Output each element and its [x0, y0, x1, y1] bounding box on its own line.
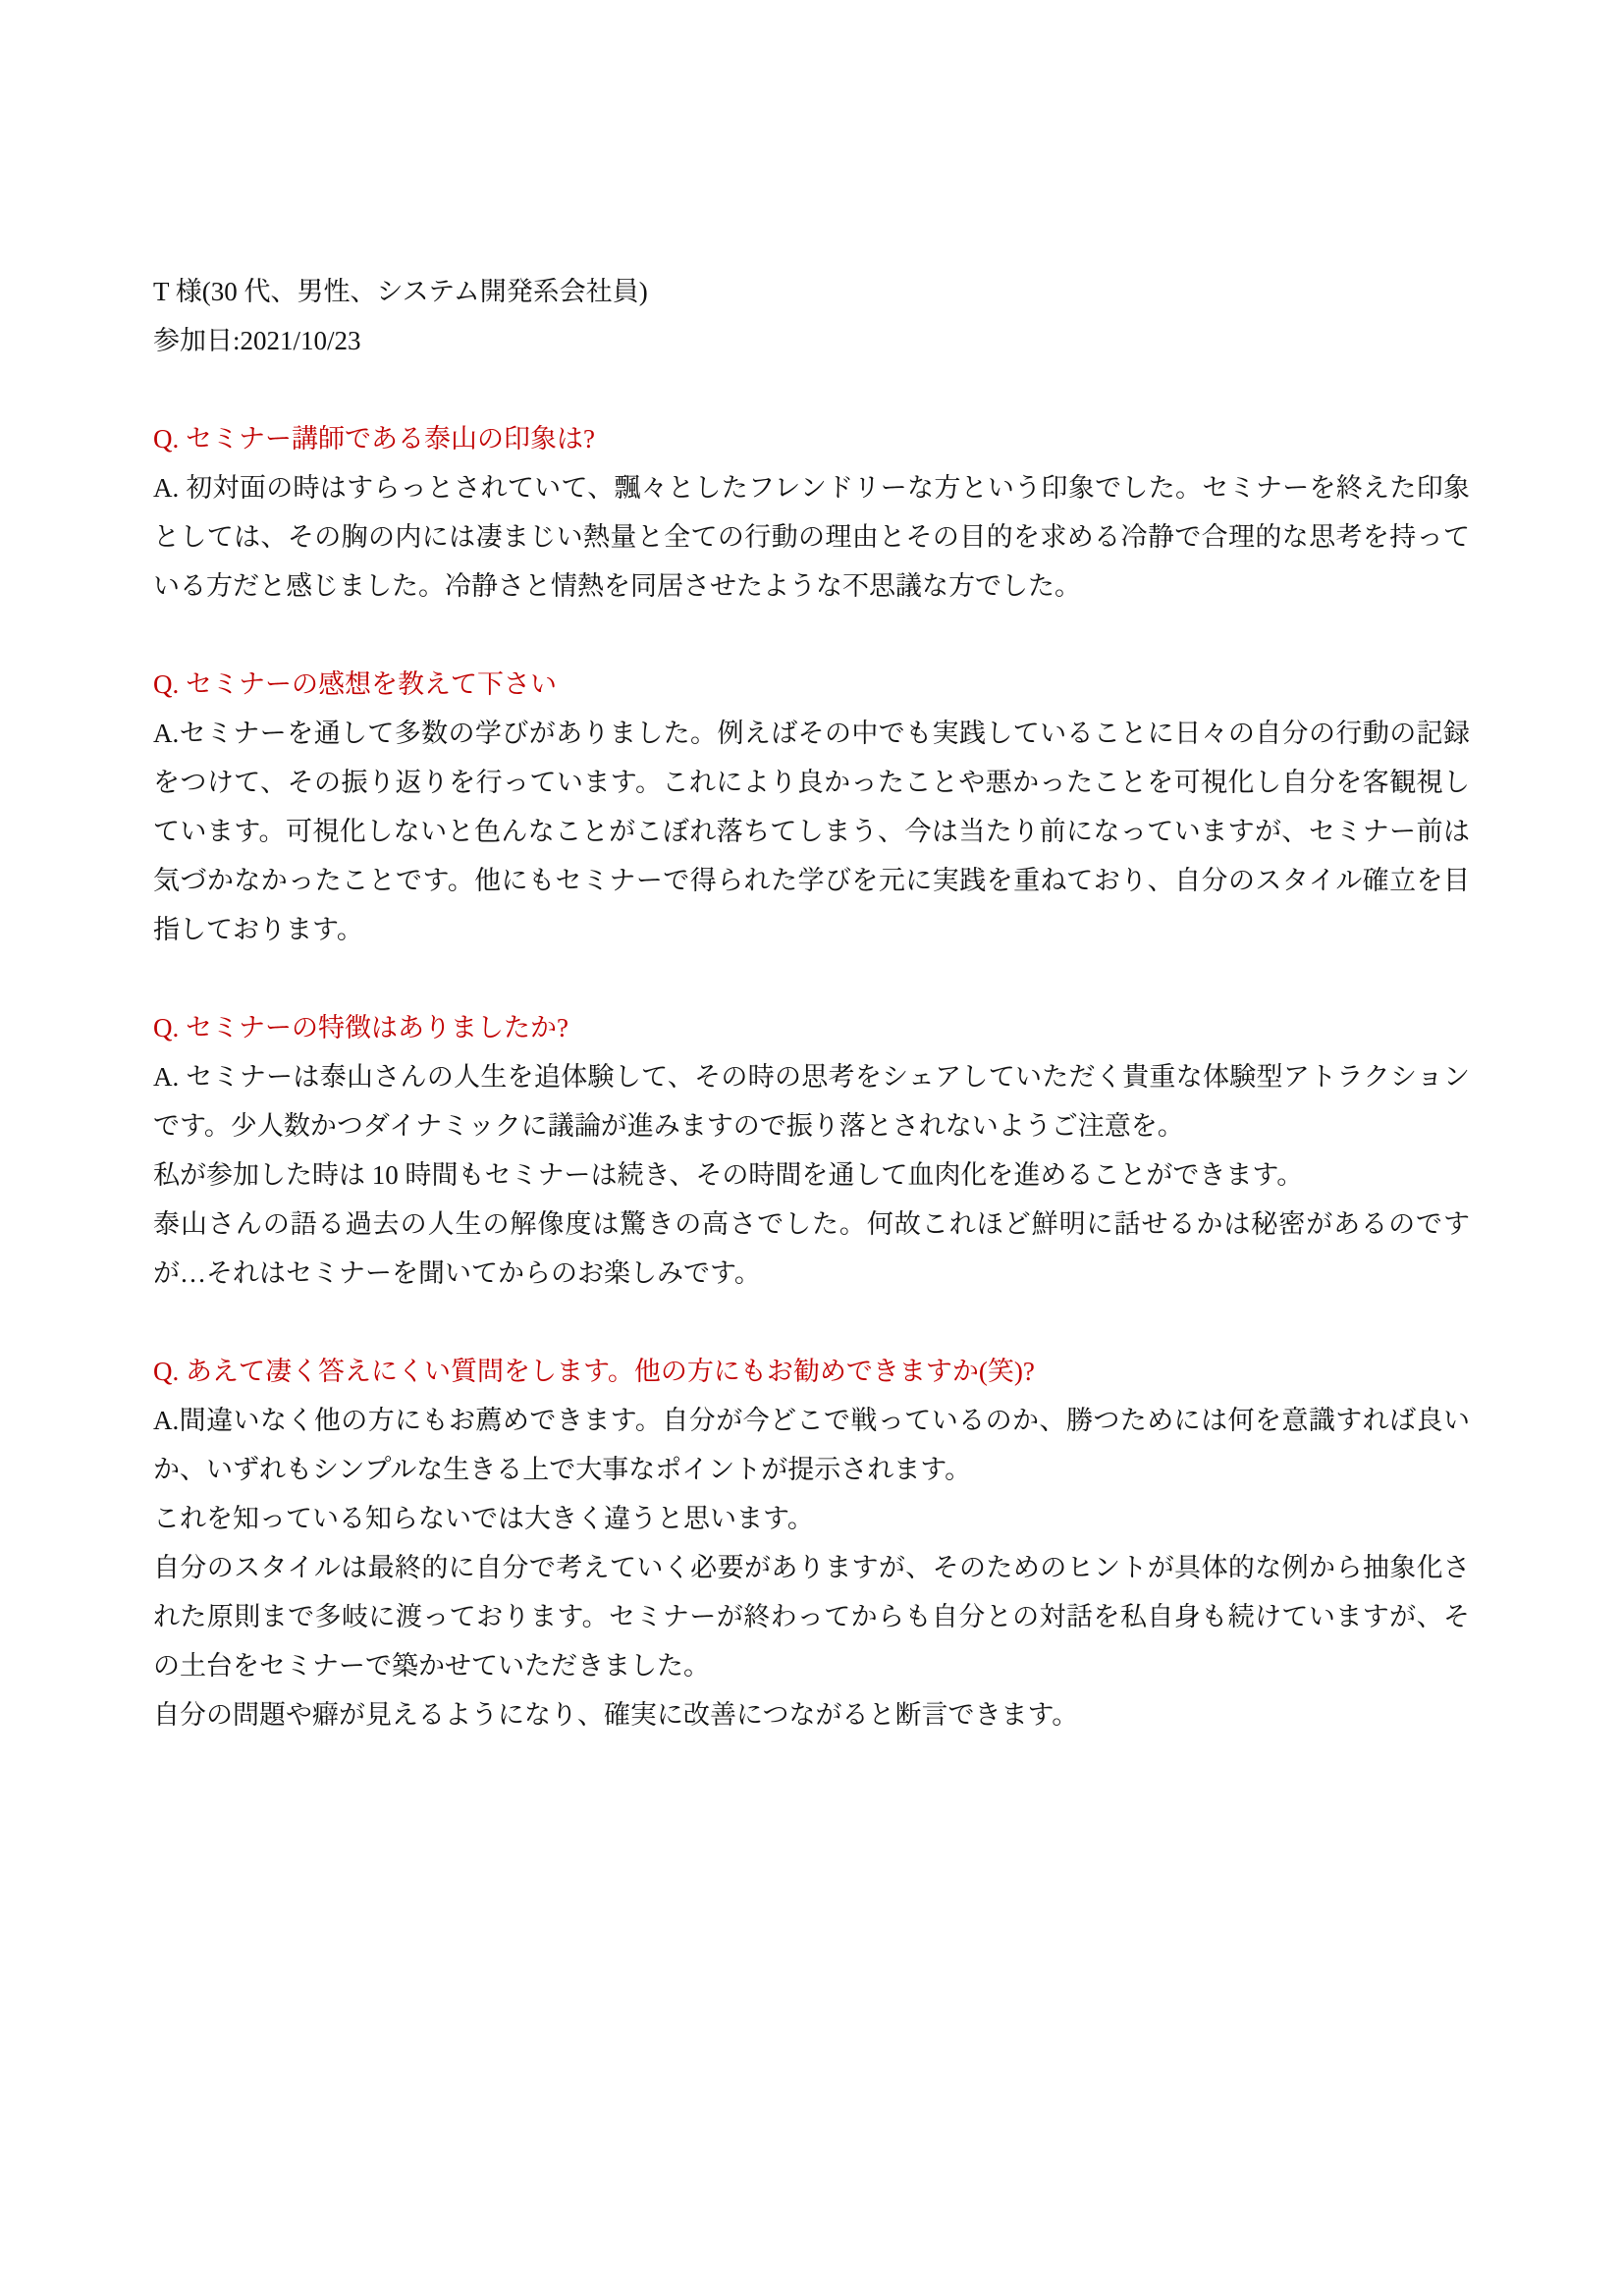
question-text: Q. セミナー講師である泰山の印象は?: [153, 424, 595, 454]
document-header: [153, 267, 1470, 365]
answer-paragraph: 自分のスタイルは最終的に自分で考えていく必要がありますが、そのためのヒントが具体的な例から抽象化された原則まで多岐に渡っております。セミナーが終わってからも自分との対話を私自身も続けていますが、その土台をセミナーで築かせていただきました。: [153, 1553, 1470, 1681]
answer-paragraph: 私が参加した時は 10 時間もセミナーは続き、その時間を通して血肉化を進めることができます。: [153, 1160, 1304, 1190]
answer-paragraph: A.間違いなく他の方にもお薦めできます。自分が今どこで戦っているのか、勝つためには何を意識すれば良いか、いずれもシンプルな生きる上で大事なポイントが提示されます。: [153, 1406, 1470, 1484]
qa-section-seminar-feedback: [153, 660, 1470, 954]
answer-paragraph: 泰山さんの語る過去の人生の解像度は驚きの高さでした。何故これほど鮮明に話せるかは秘密があるのですが…それはセミナーを聞いてからのお楽しみです。: [153, 1209, 1470, 1288]
answer-paragraph: これを知っている知らないでは大きく違うと思います。: [153, 1504, 814, 1533]
answer-paragraph: A. 初対面の時はすらっとされていて、飄々としたフレンドリーな方という印象でした。セミナーを終えた印象としては、その胸の内には凄まじい熱量と全ての行動の理由とその目的を求める冷静で合理的な思考を持っている方だと感じました。冷静さと情熱を同居させたような不思議な方でした。: [153, 473, 1470, 601]
answer-paragraph: 自分の問題や癖が見えるようになり、確実に改善につながると断言できます。: [153, 1700, 1079, 1730]
participant-line: T 様(30 代、男性、システム開発系会社員): [153, 277, 648, 306]
answer-paragraph: A. セミナーは泰山さんの人生を追体験して、その時の思考をシェアしていただく貴重な体験型アトラクションです。少人数かつダイナミックに議論が進みますので振り落とされないようご注意を。: [153, 1062, 1470, 1141]
answer-paragraph: A.セミナーを通して多数の学びがありました。例えばその中でも実践していることに日々の自分の行動の記録をつけて、その振り返りを行っています。これにより良かったことや悪かったことを可視化し自分を客観視しています。可視化しないと色んなことがこぼれ落ちてしまう、今は当たり前になっていますが、セミナー前は気づかなかったことです。他にもセミナーで得られた学びを元に実践を重ねており、自分のスタイル確立を目指しております。: [153, 719, 1470, 944]
participation-date-line: 参加日:2021/10/23: [153, 326, 361, 355]
question-text: Q. あえて凄く答えにくい質問をします。他の方にもお勧めできますか(笑)?: [153, 1357, 1035, 1386]
question-text: Q. セミナーの感想を教えて下さい: [153, 669, 557, 699]
qa-section-instructor-impression: [153, 414, 1470, 611]
qa-section-seminar-features: [153, 1003, 1470, 1298]
question-text: Q. セミナーの特徴はありましたか?: [153, 1013, 568, 1042]
qa-section-recommendation: [153, 1347, 1470, 1739]
